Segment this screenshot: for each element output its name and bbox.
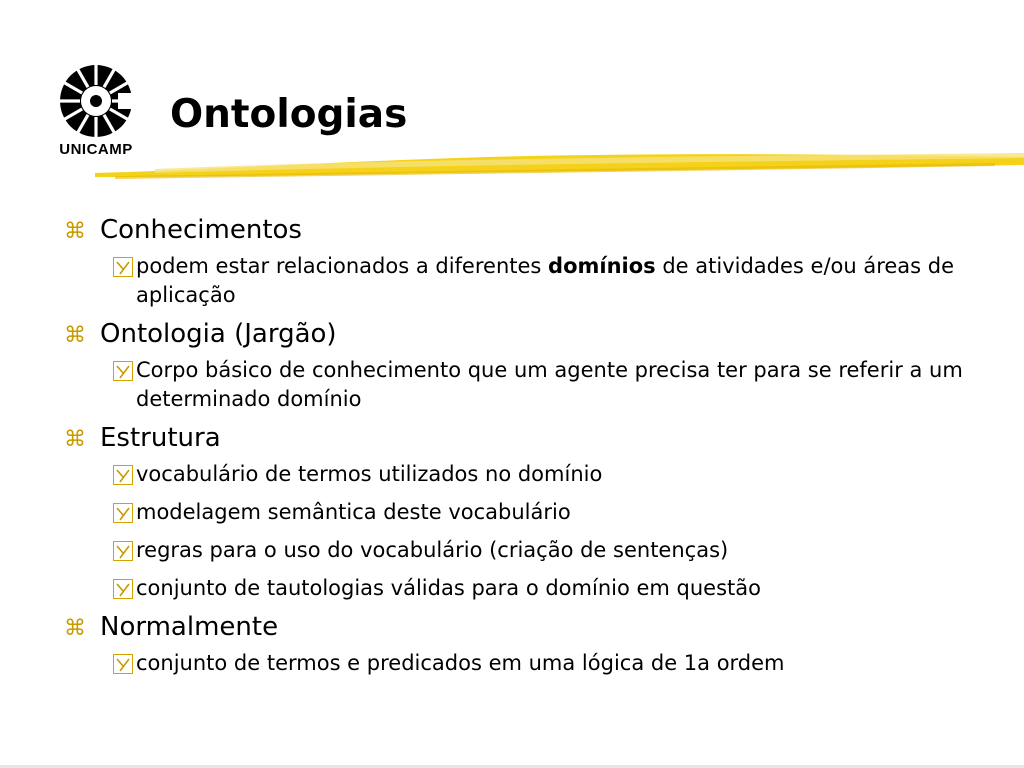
checkbox-y-icon — [113, 503, 133, 523]
sub-list-item — [113, 252, 964, 310]
sub-item-text: podem estar relacionados a diferentes domínios de atividades e/ou áreas de aplicação — [136, 254, 955, 307]
sub-list-item — [113, 574, 964, 603]
sub-list-item — [113, 460, 964, 489]
sub-list-item — [113, 356, 964, 414]
checkbox-y-icon — [113, 541, 133, 561]
checkbox-y-icon — [113, 361, 133, 381]
list-item — [64, 423, 964, 455]
bullet-list — [64, 215, 964, 687]
checkbox-y-icon — [113, 579, 133, 599]
sub-item-text: conjunto de tautologias válidas para o domínio em questão — [136, 576, 761, 600]
sub-item-text: modelagem semântica deste vocabulário — [136, 500, 571, 524]
sub-item-text: Corpo básico de conhecimento que um agente precisa ter para se referir a um determinado domínio — [136, 358, 963, 411]
heading-text: Normalmente — [100, 612, 279, 642]
checkbox-y-icon — [113, 257, 133, 277]
command-key-icon: ⌘ — [64, 616, 86, 641]
sub-item-text: vocabulário de termos utilizados no domínio — [136, 462, 603, 486]
command-key-icon: ⌘ — [64, 323, 86, 348]
sub-list-item — [113, 498, 964, 527]
title-underline-stroke — [95, 143, 1024, 185]
heading-text: Conhecimentos — [100, 215, 302, 245]
sub-item-text: regras para o uso do vocabulário (criação de sentenças) — [136, 538, 729, 562]
page-title: Ontologias — [170, 92, 408, 137]
sub-list-item — [113, 649, 964, 678]
list-item — [64, 612, 964, 644]
heading-text: Ontologia (Jargão) — [100, 319, 337, 349]
command-key-icon: ⌘ — [64, 427, 86, 452]
list-item — [64, 319, 964, 351]
checkbox-y-icon — [113, 465, 133, 485]
sub-list-item — [113, 536, 964, 565]
bold-term: domínios — [548, 254, 656, 278]
list-item — [64, 215, 964, 247]
command-key-icon: ⌘ — [64, 219, 86, 244]
sub-item-text: conjunto de termos e predicados em uma lógica de 1a ordem — [136, 651, 785, 675]
logo-text: UNICAMP — [59, 141, 133, 158]
checkbox-y-icon — [113, 654, 133, 674]
heading-text: Estrutura — [100, 423, 221, 453]
